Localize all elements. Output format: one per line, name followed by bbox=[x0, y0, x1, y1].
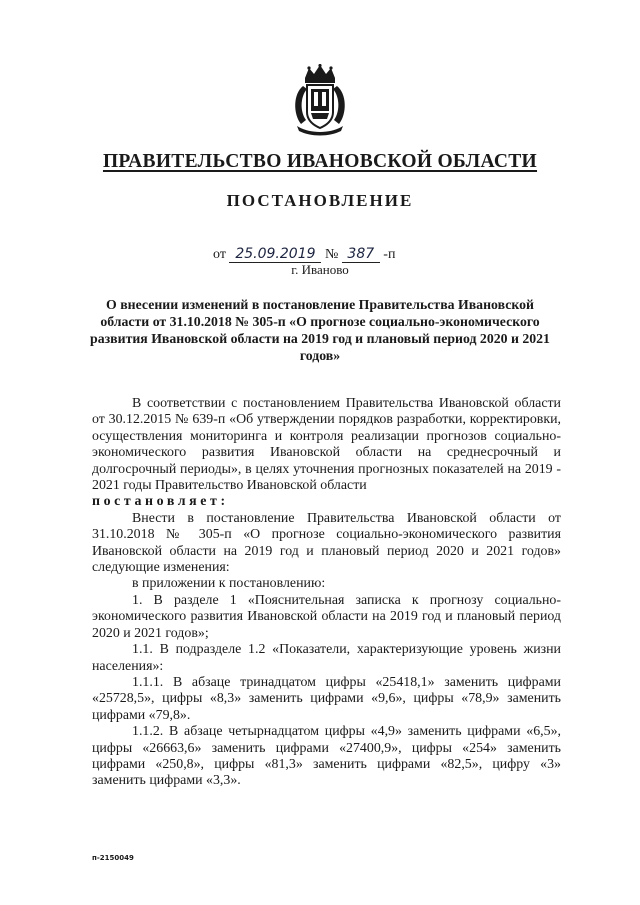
document-subject: О внесении изменений в постановление Правительства Ивановской области от 31.10.2018 № 305-п «О прогнозе социально-экономического развития Ивановской области на 2019 год и плановый период 2020 и 2021 годов» bbox=[90, 297, 550, 363]
body-paragraph-item-1: 1. В разделе 1 «Пояснительная записка к прогнозу социально-экономического развития Ивановской области на 2019 год и плановый период 2020 и 2021 годов»; bbox=[92, 592, 561, 641]
handwritten-date: 25.09.2019 bbox=[229, 246, 321, 263]
number-suffix: -п bbox=[383, 247, 396, 262]
body-paragraph-item-1-1-1: 1.1.1. В абзаце тринадцатом цифры «25418,1» заменить цифрами «25728,5», цифры «8,3» заменить цифрами «9,6», цифры «78,9» заменить цифрами «79,8». bbox=[92, 674, 561, 723]
body-paragraph-preamble: В соответствии с постановлением Правительства Ивановской области от 30.12.2015 № 639-п «Об утверждении порядков разработки, корректировки, осуществления мониторинга и контроля реализации прогнозов социально-экономического развития Ивановской области на среднесрочный и долгосрочный периоды», в целях уточнения прогнозных показателей на 2019 - 2021 годы Правительство Ивановской области bbox=[92, 396, 561, 494]
document-body bbox=[92, 396, 561, 790]
city-line: г. Иваново bbox=[291, 262, 349, 277]
document-type: ПОСТАНОВЛЕНИЕ bbox=[226, 191, 414, 210]
number-label: № bbox=[324, 247, 339, 262]
body-paragraph-item-1-1: 1.1. В подразделе 1.2 «Показатели, характеризующие уровень жизни населения»: bbox=[92, 642, 561, 674]
handwritten-number: 387 bbox=[342, 246, 380, 263]
document-dateline bbox=[213, 246, 395, 263]
coat-of-arms-icon bbox=[291, 64, 349, 136]
body-paragraph-amend: Внести в постановление Правительства Ивановской области от 31.10.2018 № 305-п «О прогнозе социально-экономического развития Ивановской области на 2019 год и плановый период 2020 и 2021 годов» следующие изменения: bbox=[92, 510, 561, 576]
ivanovo-coat-of-arms-icon bbox=[291, 64, 349, 136]
decree-paragraph bbox=[92, 494, 561, 510]
document-code: п-2150049 bbox=[92, 854, 134, 862]
body-paragraph-item-1-1-2: 1.1.2. В абзаце четырнадцатом цифры «4,9» заменить цифрами «6,5», цифры «26663,6» заменить цифрами «27400,9», цифры «254» заменить цифрами «250,8», цифры «81,3» заменить цифрами «82,5», цифру «3» заменить цифрами «3,3». bbox=[92, 724, 561, 789]
date-prefix: от bbox=[213, 247, 226, 262]
body-paragraph-appendix: в приложении к постановлению: bbox=[132, 576, 326, 592]
decree-word: постановляет: bbox=[92, 494, 229, 510]
government-title: ПРАВИТЕЛЬСТВО ИВАНОВСКОЙ ОБЛАСТИ bbox=[102, 151, 538, 172]
